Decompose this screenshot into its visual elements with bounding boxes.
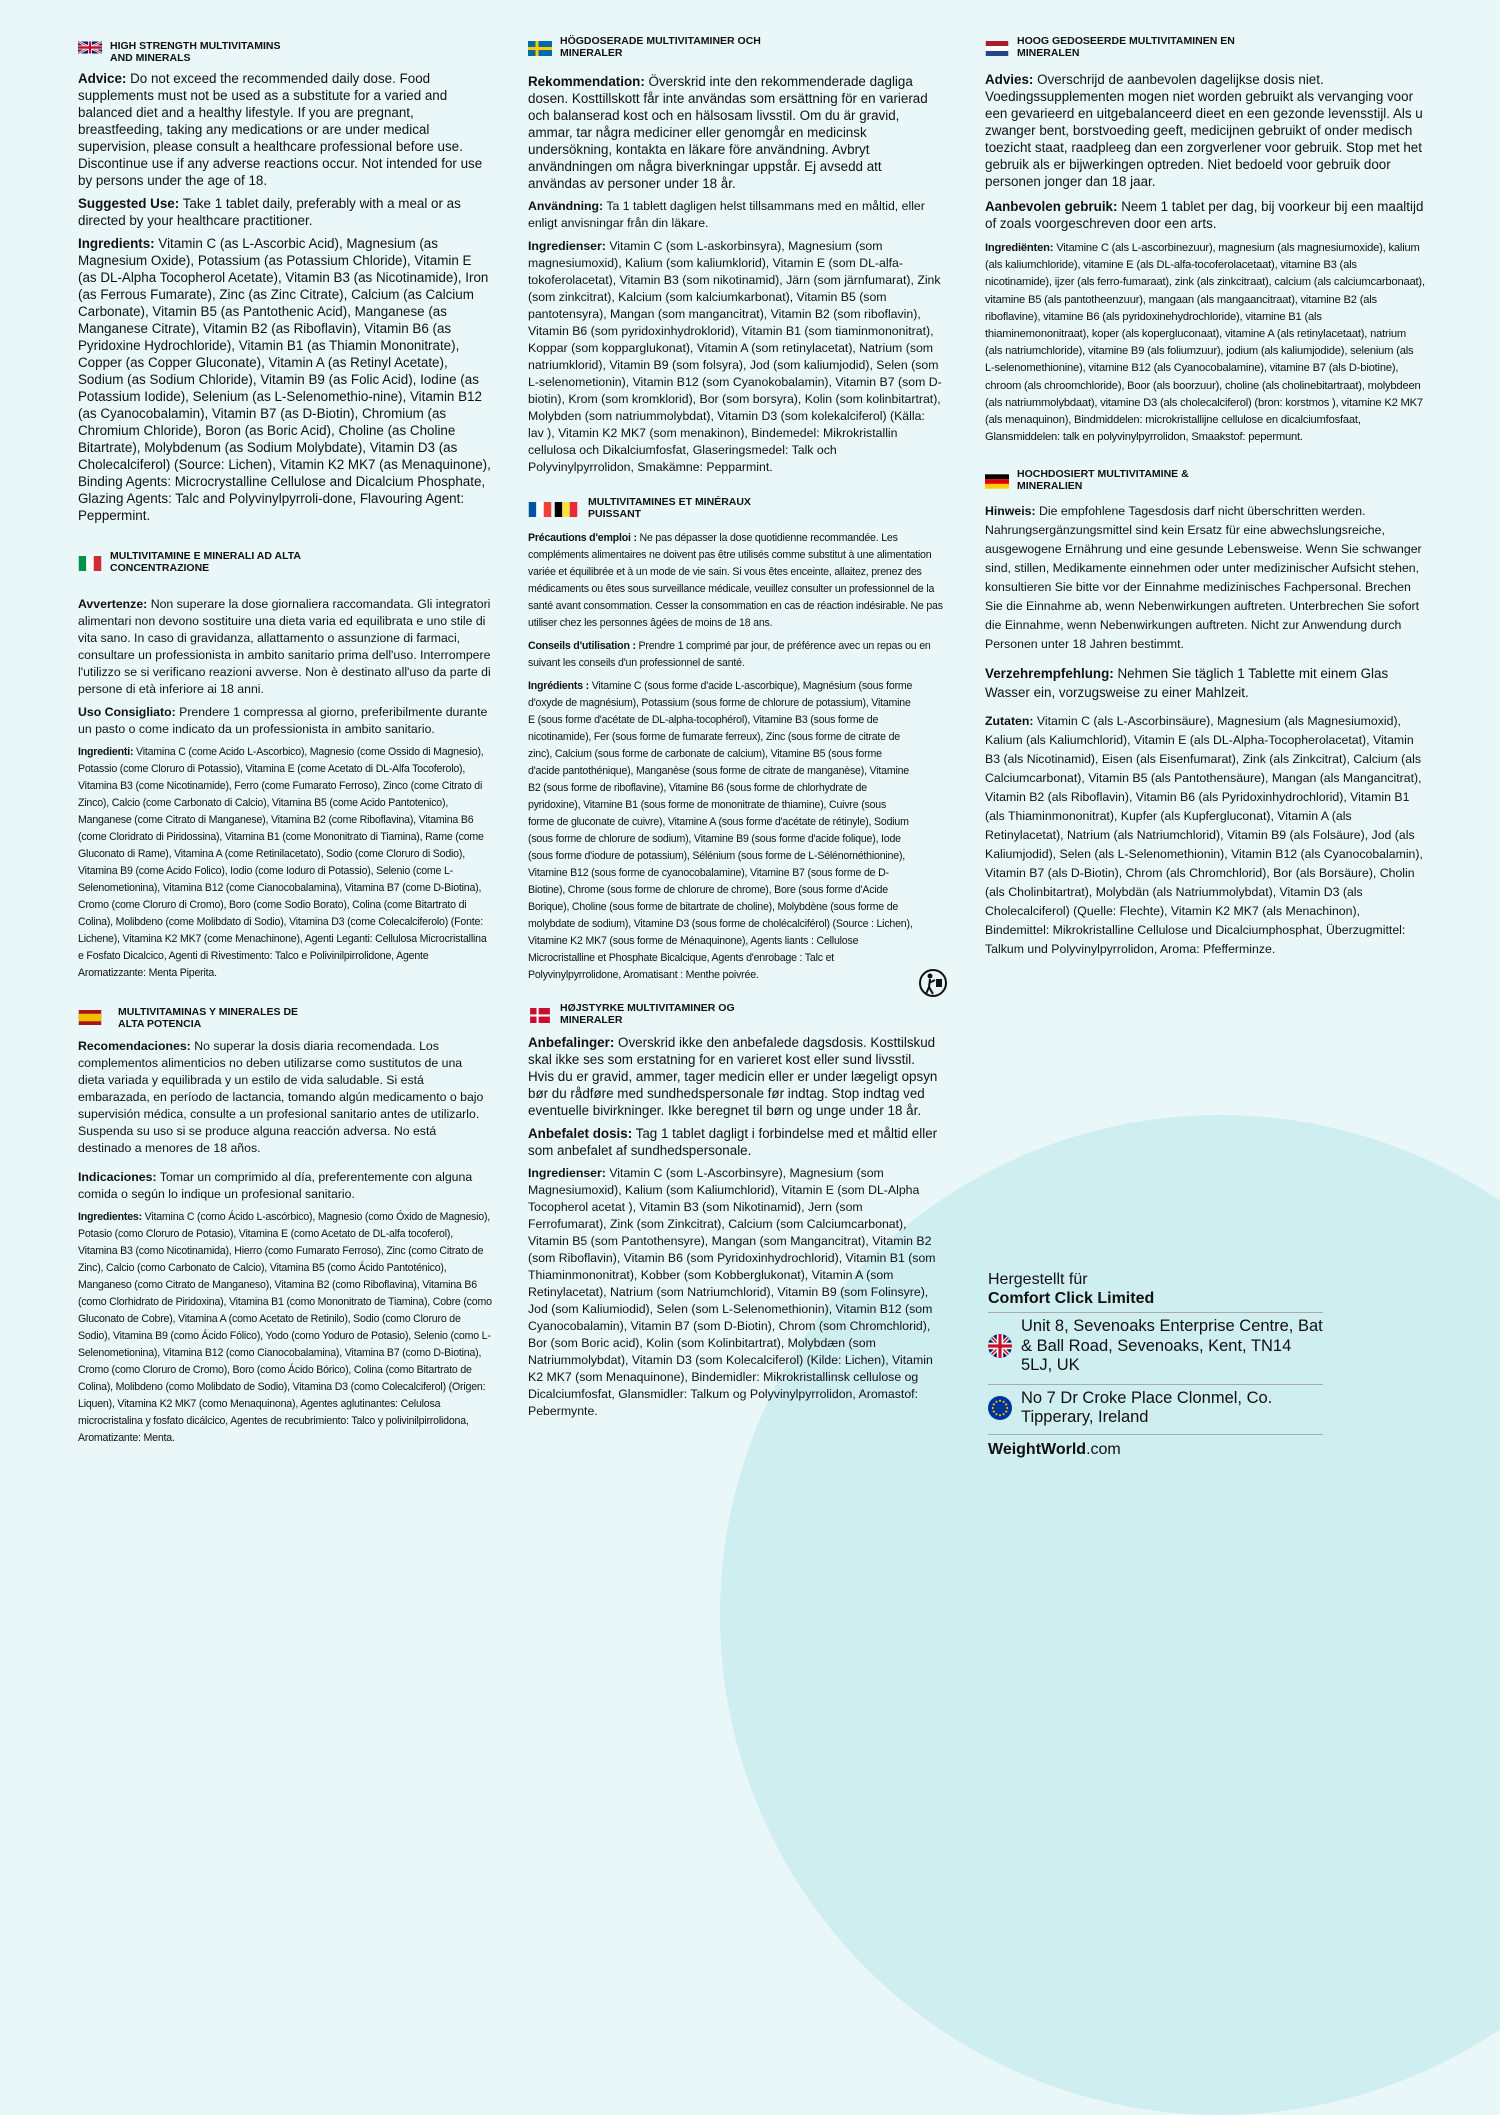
section-title: HØJSTYRKE MULTIVITAMINER OG MINERALER	[560, 1002, 735, 1026]
belgium-flag-icon	[554, 502, 578, 517]
made-for-label: Hergestellt für	[988, 1271, 1088, 1288]
ingredients-paragraph: Ingredients: Vitamin C (as L-Ascorbic Acid), Magnesium (as Magnesium Oxide), Potassium (as Potassium Chloride), Vitamin E (as DL-Alpha Tocopherol Acetate), Vitamin B3 (as Nicotinamide), Iron (as Ferrous Fumarate), Zinc (as Zinc Citrate), Calcium (as Calcium Carbonate), Vitamin B5 (as Pantothenic Acid), Manganese (as Manganese Citrate), Vitamin B2 (as Riboflavin), Vitamin B6 (as Pyridoxine Hydrochloride), Vitamin B1 (as Thiamin Mononitrate), Copper (as Copper Gluconate), Vitamin A (as Retinyl Acetate), Sodium (as Sodium Chloride), Vitamin B9 (as Folic Acid), Iodine (as Potassium Iodide), Selenium (as L-Selenomethio-nine), Vitamin B12 (as Cyanocobalamin), Vitamin B7 (as D-Biotin), Chromium (as Chromium Chloride), Boron (as Boric Acid), Choline (as Choline Bitartrate), Molybdenum (as Sodium Molybdate), Vitamin D3 (as Cholecalciferol) (Source: Lichen), Vitamin K2 MK7 (as Menaquinone), Binding Agents: Microcrystalline Cellulose and Dicalcium Phosphate, Glazing Agents: Talc and Polyvinylpyrroli-done, Flavouring Agent: Peppermint.	[78, 236, 491, 523]
brand-website: WeightWorld.com	[988, 1434, 1323, 1459]
france-flag-icon	[528, 502, 552, 517]
advice-paragraph: Recomendaciones: No superar la dosis diaria recomendada. Los complementos alimenticios no deben utilizarse como sustitutos de una dieta variada y equilibrada y un estilo de vida saludable. Si está embarazada, en período de lactancia, tomando algún medicamento o bajo supervisión médica, consulte a un profesional sanitario antes de utilizarlo. Suspenda su uso si se produce alguna reacción adversa. No está destinado a menores de 18 años.	[78, 1039, 484, 1155]
eu-flag-icon	[988, 1396, 1012, 1420]
advice-paragraph: Rekommendation: Överskrid inte den rekommenderade dagliga dosen. Kosttillskott får inte användas som ersättning för en varierad och balanserad kost och en hälsosam livsstil. Om du är gravid, ammar, tar några mediciner eller genomgår en medicinsk undersökning, kontakta en läkare före användning. Avbryt användningen om några biverkningar uppstår. Ej avsedd att användas av personer under 18 år.	[528, 74, 928, 191]
section-spanish	[78, 1006, 492, 1447]
uk-flag-icon	[78, 40, 102, 55]
column-2	[528, 35, 943, 1438]
column-3	[985, 35, 1425, 977]
ingredients-paragraph: Ingrediënten: Vitamine C (als L-ascorbinezuur), magnesium (als magnesiumoxide), kalium (als kaliumchloride), vitamine E (als DL-alfa-tocoferolacetaat), vitamine B3 (als nicotinamide), ijzer (als ferro-fumaraat), zink (als zinkcitraat), calcium (als calciumcarbonaat), vitamine B5 (als pantotheenzuur), mangaan (als mangaancitraat), vitamine B2 (als riboflavine), vitamine B6 (als pyridoxinehydrochloride), vitamine B1 (als thiaminemononitraat), koper (als kopergluconaat), vitamine A (als retinylacetaat), natrium (als natriumchloride), vitamine B9 (als foliumzuur), jodium (als kaliumjodide), selenium (als L-selenomethionine), vitamine B12 (als Cyanocobalamine), vitamine B7 (als D-biotine), chroom (als chroomchloride), Boor (als boorzuur), choline (als cholinebitartraat), molybdeen (als natriummolybdaat), vitamine D3 (als cholecalciferol) (bron: korstmos ), vitamine K2 MK7 (als menaquinon), Bindmiddelen: microkristallijne cellulose en dicalciumfosfaat, Glansmiddelen: talk en polyvinylpyrrolidon, Smaakstof: pepermunt.	[985, 242, 1425, 444]
ingredients-paragraph: Ingredienser: Vitamin C (som L-askorbinsyra), Magnesium (som magnesiumoxid), Kalium (som kaliumklorid), Vitamin E (som DL-alfa-tokoferolacetat), Vitamin B3 (som nikotinamid), Järn (som järnfumarat), Zink (som zinkcitrat), Kalcium (som kalciumkarbonat), Vitamin B5 (som pantotensyra), Mangan (som mangancitrat), Vitamin B2 (som riboflavin), Vitamin B6 (som pyridoxinhydroklorid), Vitamin B1 (som tiaminmononitrat), Koppar (som kopparglukonat), Vitamin A (som retinylacetat), Natrium (som natriumklorid), Vitamin B9 (som folsyra), Jod (som kaliumjodid), Selen (som L-selenometionin), Vitamin B12 (som Cyanokobalamin), Vitamin B7 (som D-biotin), Krom (som kromklorid), Bor (som borsyra), Kolin (som kolinbitartrat), Molybden (som natriummolybdat), Vitamin D3 (som kolekalciferol) (Källa: lav ), Vitamin K2 MK7 (som menakinon), Bindemedel: Mikrokristallin cellulosa och Dikalciumfosfat, Glaseringsmedel: Talk och Polyvinylpyrrolidon, Smakämne: Pepparmint.	[528, 239, 942, 474]
advice-paragraph: Avvertenze: Non superare la dose giornaliera raccomandata. Gli integratori alimentari non devono sostituire una dieta varia ed equilibrata e uno stile di vita sano. In caso di gravidanza, allattamento o assunzione di farmaci, consultare un professionista in ambito sanitario prima dell'uso. Interrompere l'utilizzo se si verificano reazioni avverse. Non è destinato all'uso da parte di persone di età inferiore ai 18 anni.	[78, 597, 491, 696]
section-title: HOOG GEDOSEERDE MULTIVITAMINEN EN MINERALEN	[1017, 35, 1235, 59]
netherlands-flag-icon	[985, 41, 1009, 56]
company-name: Comfort Click Limited	[988, 1290, 1155, 1307]
section-english	[78, 40, 492, 524]
denmark-flag-icon	[528, 1008, 552, 1023]
suggested-use-paragraph: Uso Consigliato: Prendere 1 compressa al giorno, preferibilmente durante un pasto o come indicato da un professionista in ambito sanitario.	[78, 705, 488, 736]
section-title: HOCHDOSIERT MULTIVITAMINE & MINERALIEN	[1017, 468, 1189, 493]
suggested-use-paragraph: Aanbevolen gebruik: Neem 1 tablet per dag, bij voorkeur bij een maaltijd of zoals voorgeschreven door een arts.	[985, 199, 1424, 231]
suggested-use-paragraph: Conseils d'utilisation : Prendre 1 comprimé par jour, de préférence avec un repas ou en suivant les conseils d'un professionnel de santé.	[528, 640, 931, 669]
section-title: MULTIVITAMINAS Y MINERALES DE ALTA POTENCIA	[118, 1006, 299, 1030]
ingredients-paragraph: Ingrédients : Vitamine C (sous forme d'acide L-ascorbique), Magnésium (sous forme d'oxyde de magnésium), Potassium (sous forme de chlorure de potassium), Vitamine E (sous forme d'acétate de DL-alpha-tocophérol), Vitamine B3 (sous forme de nicotinamide), Fer (sous forme de fumarate ferreux), Zinc (sous forme de citrate de zinc), Calcium (sous forme de carbonate de calcium), Vitamine B5 (sous forme d'acide pantothénique), Manganèse (sous forme de citrate de manganèse), Vitamine B2 (sous forme de riboflavine), Vitamine B6 (sous forme de chlorhydrate de pyridoxine), Vitamine B1 (sous forme de mononitrate de thiamine), Cuivre (sous forme de gluconate de cuivre), Vitamine A (sous forme d'acétate de rétinyle), Sodium (sous forme de chlorure de sodium), Vitamine B9 (sous forme d'acide folique), Iode (sous forme d'iodure de potassium), Sélénium (sous forme de L-Sélénométhionine), Vitamine B12 (sous forme de cyanocobalamine), Vitamine B7 (sous forme de D-Biotine), Chrome (sous forme de chlorure de chrome), Bore (sous forme d'Acide Borique), Choline (sous forme de bitartrate de choline), Molybdène (sous forme de molybdate de sodium), Vitamine D3 (sous forme de cholécalciférol) (Source : Lichen), Vitamine K2 MK7 (sous forme de Ménaquinone), Agents liants : Cellulose Microcristalline et Phosphate Bicalcique, Agents d'enrobage : Talc et Polyvinylpyrrolidone, Aromatisant : Menthe poivrée.	[528, 680, 913, 981]
section-german	[985, 468, 1425, 959]
uk-address: Unit 8, Sevenoaks Enterprise Centre, Bat & Ball Road, Sevenoaks, Kent, TN14 5LJ, UK	[1021, 1317, 1323, 1374]
uk-flag-icon	[988, 1334, 1012, 1358]
section-title: MULTIVITAMINE E MINERALI AD ALTA CONCENTRAZIONE	[110, 550, 301, 574]
eu-address-row	[988, 1384, 1323, 1432]
ingredients-paragraph: Ingredienti: Vitamina C (come Acido L-Ascorbico), Magnesio (come Ossido di Magnesio), Potassio (come Cloruro di Potassio), Vitamina E (come Acetato di DL-Alfa Tocoferolo), Vitamina B3 (come Nicotinamide), Ferro (come Fumarato Ferroso), Zinco (come Citrato di Zinco), Calcio (come Carbonato di Calcio), Vitamina B5 (come Acido Pantotenico), Manganese (come Citrato di Manganese), Vitamina B2 (come Riboflavina), Vitamina B6 (come Cloridrato di Piridossina), Vitamina B1 (come Mononitrato di Tiamina), Rame (come Gluconato di Rame), Vitamina A (come Retinilacetato), Sodio (come Cloruro di Sodio), Vitamina B9 (come Acido Folico), Iodio (come Ioduro di Potassio), Selenio (come L-Selenometionina), Vitamina B12 (come Cianocobalamina), Vitamina B7 (come D-Biotina), Cromo (come Cloruro di Cromo), Boro (come Sodio Borato), Colina (come Bitartrato di Colina), Molibdeno (come Molibdato di Sodio), Vitamina D3 (come Colecalciferolo) (Fonte: Lichene), Vitamina K2 MK7 (come Menachinone), Agenti Leganti: Cellulosa Microcristallina e Fosfato Dicalcico, Agenti di Rivestimento: Talco e Polivinilpirrolidone, Agente Aromatizzante: Menta Piperita.	[78, 746, 487, 979]
section-title: MULTIVITAMINES ET MINÉRAUX PUISSANT	[588, 496, 751, 520]
column-1	[78, 40, 492, 1465]
section-danish	[528, 1002, 943, 1420]
uk-address-row	[988, 1312, 1323, 1380]
advice-paragraph: Hinweis: Die empfohlene Tagesdosis darf nicht überschritten werden. Nahrungsergänzungsmittel sind kein Ersatz für eine abwechslungsreiche, ausgewogene Ernährung und eine gesunde Lebensweise. Wenn Sie schwanger sind, stillen, Medikamente einnehmen oder unter medizinischer Aufsicht stehen, konsultieren Sie bitte vor der Einnahme medizinisches Fachpersonal. Brechen Sie die Einnahme ab, wenn Nebenwirkungen auftreten. Unterbrechen Sie sofort die Einnahme, wenn Nebenwirkungen auftreten. Nicht zur Anwendung durch Personen unter 18 Jahren bestimmt.	[985, 504, 1422, 652]
tidyman-icon	[918, 968, 950, 998]
ingredients-paragraph: Ingredientes: Vitamina C (como Ácido L-ascórbico), Magnesio (como Óxido de Magnesio), Potasio (como Cloruro de Potasio), Vitamina E (como Acetato de DL-alfa tocoferol), Vitamina B3 (como Nicotinamida), Hierro (como Fumarato Ferroso), Zinc (como Citrato de Zinc), Calcio (como Carbonato de Calcio), Vitamina B5 (como Ácido Pantoténico), Manganeso (como Citrato de Manganeso), Vitamina B2 (como Riboflavina), Vitamina B6 (como Clorhidrato de Piridoxina), Vitamina B1 (como Mononitrato de Tiamina), Cobre (como Gluconato de Cobre), Vitamina A (como Acetato de Retinilo), Sodio (como Cloruro de Sodio), Vitamina B9 (como Ácido Fólico), Yodo (como Yoduro de Potasio), Selenio (como L-Selenometionina), Vitamina B12 (como Cianocobalamina), Vitamina B7 (como D-Biotina), Cromo (como Cloruro de Cromo), Boro (como Ácido Bórico), Colina (como Bitartrato de Colina), Molibdeno (como Molibdato de Sodio), Vitamina D3 (como Colecalciferol) (Origen: Liquen), Vitamina K2 MK7 (como Menaquinona), Agentes aglutinantes: Celulosa microcristalina y fosfato dicálcico, Agentes de recubrimiento: Talco y polivinilpirrolidona, Aromatizante: Menta.	[78, 1211, 492, 1444]
section-italian	[78, 550, 492, 982]
advice-paragraph: Advies: Overschrijd de aanbevolen dagelijkse dosis niet. Voedingssupplementen mogen niet worden gebruikt als vervanging voor een gevarieerd en uitgebalanceerd dieet en een gezonde levensstijl. Als u zwanger bent, borstvoeding geeft, medicijnen gebruikt of onder medisch toezicht staat, raadpleeg dan een zorgverlener voor gebruik. Stop met het gebruik als er bijwerkingen optreden. Niet bedoeld voor gebruik door personen jonger dan 18 jaar.	[985, 72, 1423, 189]
manufacturer-address-block	[988, 1270, 1323, 1459]
suggested-use-paragraph: Indicaciones: Tomar un comprimido al día, preferentemente con alguna comida o según lo indique un profesional sanitario.	[78, 1170, 473, 1201]
section-french	[528, 496, 943, 984]
ingredients-paragraph: Zutaten: Vitamin C (als L-Ascorbinsäure), Magnesium (als Magnesiumoxid), Kalium (als Kaliumchlorid), Vitamin E (als DL-Alpha-Tocopherolacetat), Vitamin B3 (als Nicotinamid), Eisen (als Eisenfumarat), Zink (als Zinkcitrat), Calcium (als Calciumcarbonat), Vitamin B5 (als Pantothensäure), Mangan (als Mangancitrat), Vitamin B2 (als Riboflavin), Vitamin B6 (als Pyridoxinhydrochlorid), Vitamin B1 (als Thiaminmononitrat), Kupfer (als Kupfergluconat), Vitamin A (als Retinylacetat), Natrium (als Natriumchlorid), Vitamin B9 (als Folsäure), Jod (als Kaliumjodid), Selen (als L-Selenomethionin), Vitamin B12 (als Cyanocobalamin), Vitamin B7 (als D-Biotin), Chrom (als Chromchlorid), Bor (als Borsäure), Cholin (als Cholinbitartrat), Molybdän (als Natriummolybdat), Vitamin D3 (als Cholecalciferol) (Quelle: Flechte), Vitamin K2 MK7 (als Menachinon), Bindemittel: Mikrokristalline Cellulose und Dicalciumphosphat, Überzugmittel: Talkum und Polyvinylpyrrolidon, Aroma: Pfefferminze.	[985, 714, 1423, 957]
spain-flag-icon	[78, 1010, 102, 1025]
suggested-use-paragraph: Suggested Use: Take 1 tablet daily, preferably with a meal or as directed by your healthcare practitioner.	[78, 196, 461, 228]
sweden-flag-icon	[528, 41, 552, 56]
section-dutch	[985, 35, 1425, 446]
italy-flag-icon	[78, 556, 102, 571]
advice-paragraph: Anbefalinger: Overskrid ikke den anbefalede dagsdosis. Kosttilskud skal ikke ses som erstatning for en varieret kost eller sund livsstil. Hvis du er gravid, ammer, tager medicin eller er under lægeligt opsyn bør du rådføre med sundhedspersonale før indtag. Stop indtag ved eventuelle bivirkninger. Ikke beregnet til børn og unge under 18 år.	[528, 1035, 938, 1118]
suggested-use-paragraph: Användning: Ta 1 tablett dagligen helst tillsammans med en måltid, eller enligt anvisningar från din läkare.	[528, 199, 925, 230]
section-swedish	[528, 35, 943, 476]
advice-paragraph: Advice: Do not exceed the recommended daily dose. Food supplements must not be used as a substitute for a varied and balanced diet and a healthy lifestyle. If you are pregnant, breastfeeding, taking any medications or are under medical supervision, please consult a healthcare professional before use. Discontinue use if any adverse reactions occur. Not intended for use by persons under the age of 18.	[78, 71, 483, 188]
section-title: HIGH STRENGTH MULTIVITAMINS AND MINERALS	[110, 40, 281, 64]
eu-address: No 7 Dr Croke Place Clonmel, Co. Tipperary, Ireland	[1021, 1388, 1273, 1426]
ingredients-paragraph: Ingredienser: Vitamin C (som L-Ascorbinsyre), Magnesium (som Magnesiumoxid), Kalium (som Kaliumchlorid), Vitamin E (som DL-Alpha Tocopherol acetat ), Vitamin B3 (som Nikotinamid), Jern (som Ferrofumarat), Zink (som Zinkcitrat), Calcium (som Calciumcarbonat), Vitamin B5 (som Pantothensyre), Mangan (som Mangancitrat), Vitamin B2 (som Riboflavin), Vitamin B6 (som Pyridoxinhydrochlorid), Vitamin B1 (som Thiaminmononitrat), Kobber (som Kobberglukonat), Vitamin A (som Retinylacetat), Natrium (som Natriumchlorid), Vitamin B9 (som Folinsyre), Jod (som Kaliumiodid), Selen (som L-Selenomethionin), Vitamin B12 (som Cyanocobalamin), Vitamin B7 (som D-Biotin), Chrom (som Chromchlorid), Bor (som Boric acid), Kolin (som Kolinbitartrat), Molybdæn (som Natriummolybdat), Vitamin D3 (som Kolecalciferol) (Kilde: Lichen), Vitamin K2 MK7 (som Menaquinone), Bindemidler: Mikrokristallinsk cellulose og Dicalciumfosfat, Glansmidler: Talkum og Polyvinylpyrrolidon, Aromastof: Pebermynte.	[528, 1166, 936, 1418]
suggested-use-paragraph: Anbefalet dosis: Tag 1 tablet dagligt i forbindelse med et måltid eller som anbefalet af sundhedspersonale.	[528, 1126, 938, 1158]
suggested-use-paragraph: Verzehrempfehlung: Nehmen Sie täglich 1 Tablette mit einem Glas Wasser ein, vorzugsweise zu einer Mahlzeit.	[985, 666, 1389, 701]
section-title: HÖGDOSERADE MULTIVITAMINER OCH MINERALER	[560, 35, 761, 59]
advice-paragraph: Précautions d'emploi : Ne pas dépasser la dose quotidienne recommandée. Les compléments alimentaires ne doivent pas être utilisés comme substitut à une alimentation variée et équilibrée et à un mode de vie sain. Si vous êtes enceinte, allaitez, prenez des médicaments ou êtes sous surveillance médicale, veuillez consulter un professionnel de la santé avant consommation. Cesser la consommation en cas de réaction indésirable. Ne pas utiliser chez les personnes âgées de moins de 18 ans.	[528, 532, 943, 629]
germany-flag-icon	[985, 474, 1009, 489]
